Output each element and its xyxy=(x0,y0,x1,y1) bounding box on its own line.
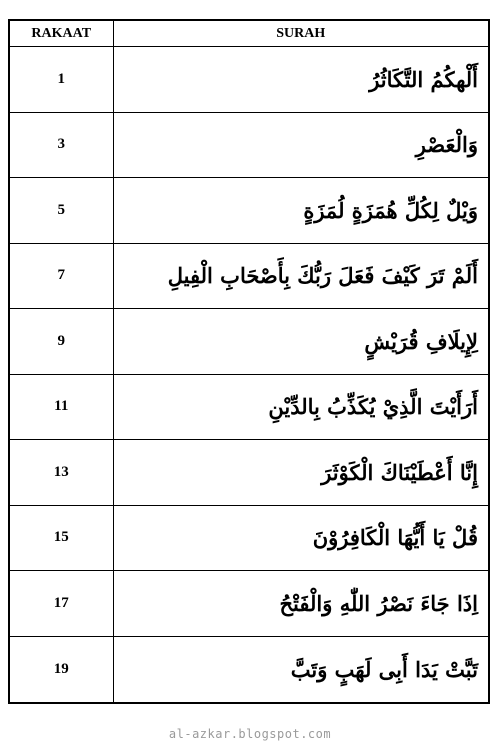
surah-verse: تَبَّتْ يَدَا أَبِى لَهَبٍ وَتَبَّ xyxy=(113,636,488,702)
surah-verse: اِذَا جَاءَ نَصْرُ اللّٰهِ وَالْفَتْحُ xyxy=(113,571,488,637)
surah-verse: وَالْعَصْرِ xyxy=(113,112,488,178)
table-row xyxy=(10,374,488,440)
rakaat-number: 1 xyxy=(10,47,113,113)
rakaat-number: 3 xyxy=(10,112,113,178)
table-row xyxy=(10,112,488,178)
table-row xyxy=(10,178,488,244)
rakaat-number: 17 xyxy=(10,571,113,637)
table-row xyxy=(10,47,488,113)
rakaat-number: 9 xyxy=(10,309,113,375)
rakaat-surah-table xyxy=(10,21,488,702)
rakaat-number: 5 xyxy=(10,178,113,244)
surah-verse: أَلَمْ تَرَ كَيْفَ فَعَلَ رَبُّكَ بِأَصْحَابِ الْفِيلِ xyxy=(113,243,488,309)
surah-verse: وَيْلٌ لِكُلِّ هُمَزَةٍ لُمَزَةٍ xyxy=(113,178,488,244)
surah-verse: لِإِيلَافِ قُرَيْشٍ xyxy=(113,309,488,375)
source-watermark: al-azkar.blogspot.com xyxy=(168,727,332,741)
table-row xyxy=(10,440,488,506)
rakaat-number: 19 xyxy=(10,636,113,702)
table-header-row xyxy=(10,21,488,47)
table-row xyxy=(10,636,488,702)
surah-verse: أَرَأَيْتَ الَّذِيْ يُكَذِّبُ بِالدِّيْنِ xyxy=(113,374,488,440)
surah-verse: أَلْهكُمُ التَّكَاثُرُ xyxy=(113,47,488,113)
surah-column-header: SURAH xyxy=(113,21,488,47)
rakaat-column-header: RAKAAT xyxy=(10,21,113,47)
table-row xyxy=(10,571,488,637)
rakaat-surah-table-frame xyxy=(8,19,490,704)
table-row xyxy=(10,243,488,309)
rakaat-number: 13 xyxy=(10,440,113,506)
surah-verse: إِنَّا أَعْطَيْنَاكَ الْكَوْثَرَ xyxy=(113,440,488,506)
table-row xyxy=(10,309,488,375)
table-row xyxy=(10,505,488,571)
rakaat-number: 15 xyxy=(10,505,113,571)
surah-verse: قُلْ يَا أَيُّهَا الْكَافِرُوْنَ xyxy=(113,505,488,571)
rakaat-number: 11 xyxy=(10,374,113,440)
rakaat-number: 7 xyxy=(10,243,113,309)
